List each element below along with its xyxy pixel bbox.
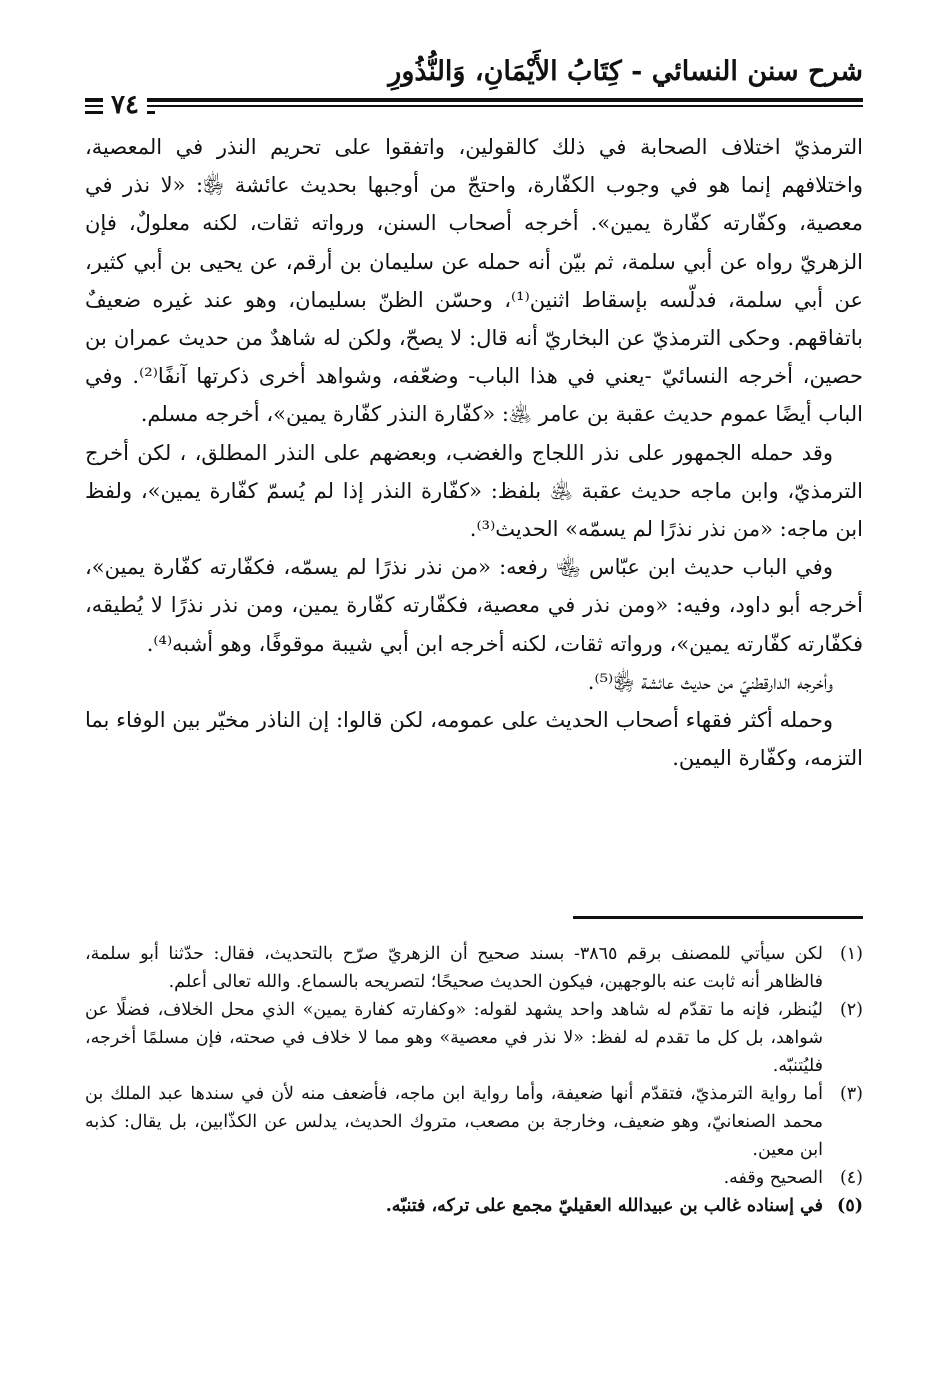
paragraph: وحمله أكثر فقهاء أصحاب الحديث على عمومه، لكن قالوا: إن الناذر مخيّر بين الوفاء بما التزمه، وكفّارة اليمين. [85, 708, 863, 771]
footnote-5 [85, 1192, 863, 1220]
footnote-number: (٣) [839, 1084, 863, 1104]
footnote-number: (٢) [839, 1000, 863, 1020]
footnote-text: ليُنظر، فإنه ما تقدّم له شاهد واحد يشهد لقوله: «وكفارته كفارة يمين» الذي محل الخلاف، فضلًا عن شواهد، بل كل ما تقدم له لفظ: «لا نذر في معصية» وهو مما لا خلاف في صحته، فإن مسلمًا أخرجه، فليُتنبّه. [85, 1000, 823, 1076]
footnote-3 [85, 1080, 863, 1164]
footnote-number: (٤) [839, 1168, 863, 1188]
paragraph: وقد حمله الجمهور على نذر اللجاج والغضب، وبعضهم على النذر المطلق، ، لكن أخرج الترمذيّ، وابن ماجه حديث عقبة ﵁ بلفظ: «كفّارة النذر إذا لم يُسمّ كفّارة يمين»، ولفظ ابن ماجه: «من نذر نذرًا لم يسمّه» الحديث⁽³⁾. [85, 440, 863, 542]
footnote-text: الصحيح وقفه. [723, 1168, 823, 1188]
header-rule-thin [85, 105, 863, 107]
footnote-text: لكن سيأتي للمصنف برقم ٣٨٦٥- بسند صحيح أن الزهريّ صرّح بالتحديث، فقال: حدّثنا أبو سلمة، فالظاهر أنه ثابت عنه بالوجهين، فيكون الحديث صحيحًا؛ لتصريحه بالسماع. والله تعالى أعلم. [85, 944, 823, 992]
footnote-number: (٥) [837, 1196, 863, 1216]
footnote-text: في إسناده غالب بن عبيدالله العقيليّ مجمع على تركه، فتنبّه. [385, 1196, 823, 1216]
header-rule-thick [85, 98, 863, 102]
footnotes [85, 940, 863, 1220]
footnote-1 [85, 940, 863, 996]
running-title: شرح سنن النسائي - كِتَابُ الأَيْمَانِ، وَالنُّذُورِ [388, 56, 863, 87]
paragraph: الترمذيّ اختلاف الصحابة في ذلك كالقولين، واتفقوا على تحريم النذر في المعصية، واختلافهم إنما هو في وجوب الكفّارة، واحتجّ من أوجبها بحديث عائشة ﵂: «لا نذر في معصية، وكفّارته كفّارة يمين». أخرجه أصحاب السنن، ورواته ثقات، لكنه معلولٌ، فإن الزهريّ رواه عن أبي سلمة، ثم بيّن أنه حمله عن سليمان بن أرقم، عن يحيى بن أبي كثير، عن أبي سلمة، فدلّسه بإسقاط اثنين⁽¹⁾، وحسّن الظنّ بسليمان، وهو عند غيره ضعيفٌ باتفاقهم. وحكى الترمذيّ عن البخاريّ أنه قال: لا يصحّ، ولكن له شاهدٌ من حديث عمران بن حصين، أخرجه النسائيّ -يعني في هذا الباب- وضعّفه، وشواهد أخرى ذكرتها آنفًا⁽²⁾. وفي الباب أيضًا عموم حديث عقبة بن عامر ﵁: «كفّارة النذر كفّارة يمين»، أخرجه مسلم. [85, 135, 863, 427]
page-number: ٧٤ [103, 90, 147, 120]
footnote-2 [85, 996, 863, 1080]
footnote-text: أما رواية الترمذيّ، فتقدّم أنها ضعيفة، وأما رواية ابن ماجه، فأضعف منه لأن في سندها عبد الملك بن محمد الصنعانيّ، وهو ضعيف، وخارجة بن مصعب، متروك الحديث، يدلس عن الكذّابين، بل يقال: كذبه ابن معين. [85, 1084, 823, 1160]
paragraph: وفي الباب حديث ابن عبّاس ﵄ رفعه: «من نذر نذرًا لم يسمّه، فكفّارته كفّارة يمين»، أخرجه أبو داود، وفيه: «ومن نذر في معصية، فكفّارته كفّارة يمين، ومن نذر نذرًا لا يُطيقه، فكفّارته كفّارته يمين»، ورواته ثقات، لكنه أخرجه ابن أبي شيبة موقوفًا، وهو أشبه⁽⁴⁾. [85, 555, 863, 656]
paragraph: وأخرجه الدارقطنيّ من حديث عائشة ﵂⁽⁵⁾. [587, 669, 833, 694]
footnote-number: (١) [839, 944, 863, 964]
page-header [85, 52, 863, 120]
main-text [85, 128, 863, 777]
footnote-4 [85, 1164, 863, 1192]
footnote-divider [573, 916, 863, 919]
